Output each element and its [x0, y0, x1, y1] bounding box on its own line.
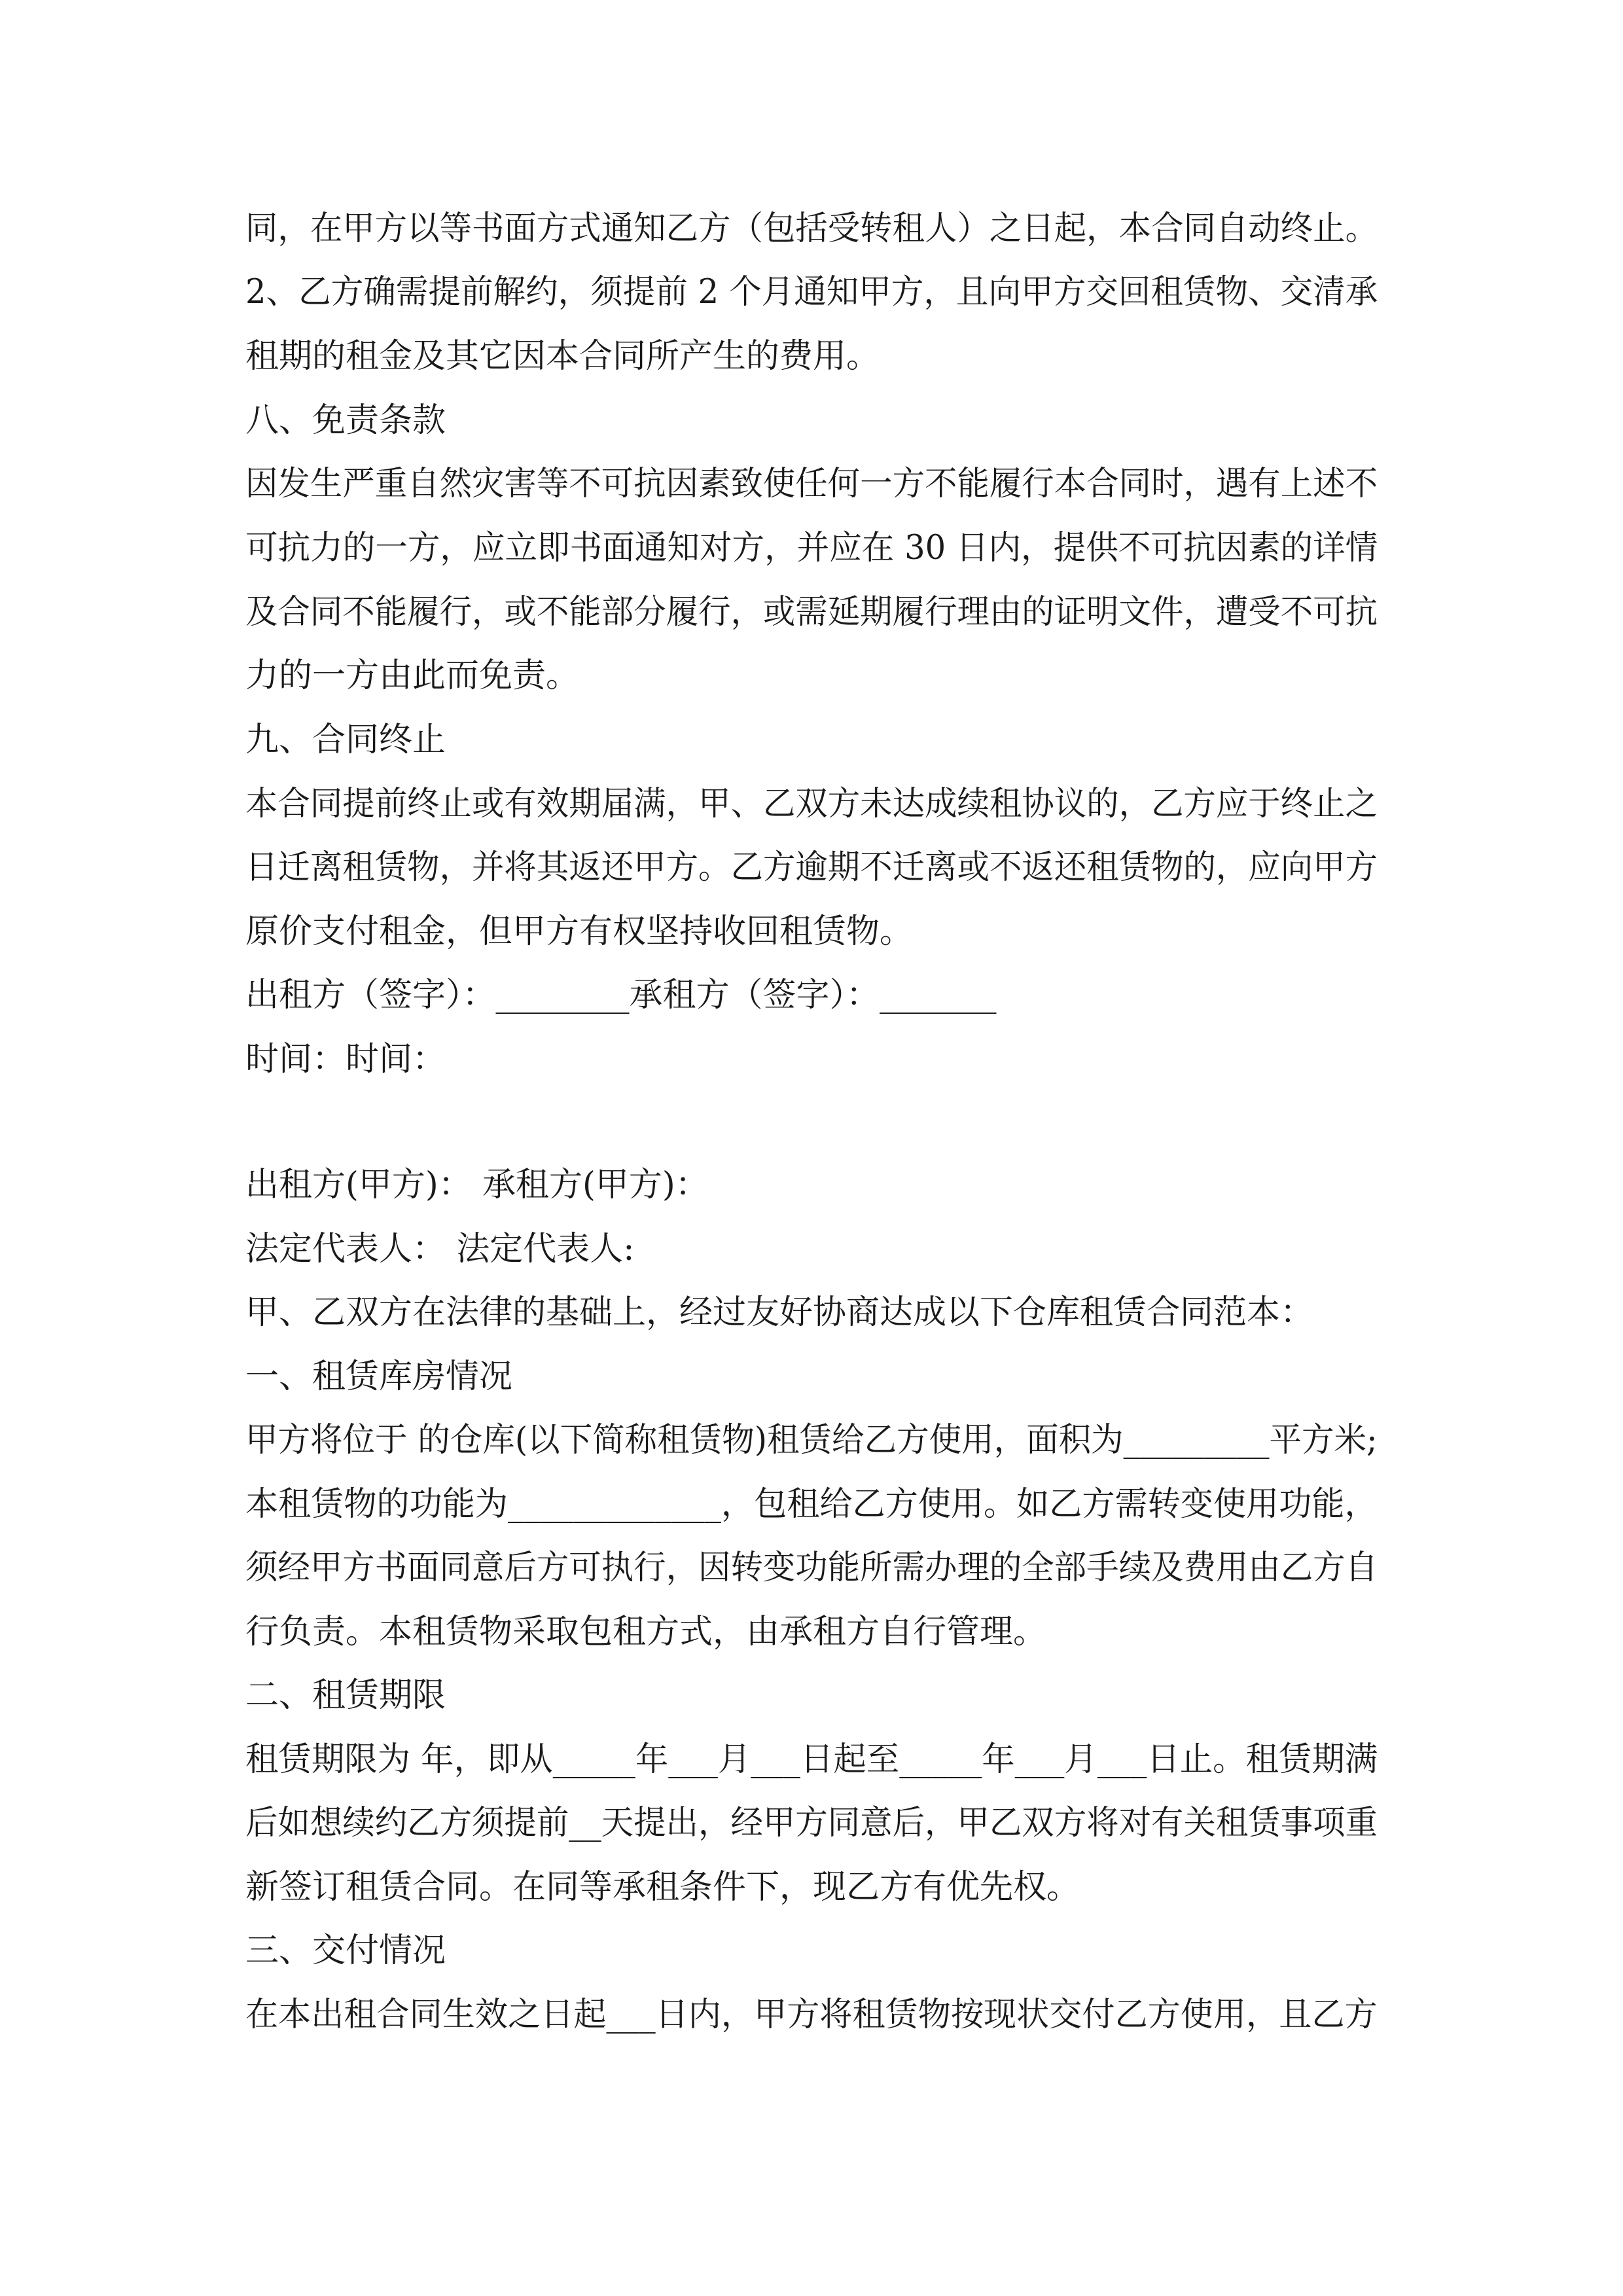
text-line: 行负责。本租赁物采取包租方式，由承租方自行管理。: [245, 1613, 1047, 1651]
text-line: 新签订租赁合同。在同等承租条件下，现乙方有优先权。: [245, 1868, 1080, 1907]
text-line: 租赁期限为 年，即从_____年___月___日起至_____年___月___日止。租赁期满: [245, 1740, 1378, 1779]
section-heading: 三、交付情况: [245, 1931, 446, 1970]
representative-line: 法定代表人： 法定代表人:: [245, 1230, 635, 1268]
text-line: 力的一方由此而免责。: [245, 656, 580, 695]
text-line: 因发生严重自然灾害等不可抗因素致使任何一方不能履行本合同时，遇有上述不: [245, 465, 1378, 503]
party-line: 出租方(甲方)： 承租方(甲方)：: [245, 1166, 709, 1204]
section-heading: 二、租赁期限: [245, 1676, 446, 1715]
text-line: 日迁离租赁物，并将其返还甲方。乙方逾期不迁离或不返还租赁物的，应向甲方: [245, 848, 1378, 887]
section-heading: 九、合同终止: [245, 721, 446, 759]
text-line: 甲、乙双方在法律的基础上，经过友好协商达成以下仓库租赁合同范本：: [245, 1293, 1314, 1332]
text-line: 甲方将位于 的仓库(以下简称租赁物)租赁给乙方使用，面积为_________平方米;: [245, 1421, 1378, 1460]
text-line: 在本出租合同生效之日起___日内，甲方将租赁物按现状交付乙方使用，且乙方: [245, 1996, 1378, 2034]
section-heading: 一、租赁库房情况: [245, 1357, 513, 1396]
text-line: 本租赁物的功能为_____________，包租给乙方使用。如乙方需转变使用功能，: [245, 1485, 1378, 1524]
text-line: 原价支付租金，但甲方有权坚持收回租赁物。: [245, 912, 914, 951]
text-line: 后如想续约乙方须提前__天提出，经甲方同意后，甲乙双方将对有关租赁事项重: [245, 1804, 1378, 1842]
text-line: 须经甲方书面同意后方可执行，因转变功能所需办理的全部手续及费用由乙方自: [245, 1549, 1378, 1587]
text-line: 租期的租金及其它因本合同所产生的费用。: [245, 337, 880, 376]
signature-line: 出租方（签字）：________承租方（签字）：_______: [245, 976, 997, 1014]
text-line: 本合同提前终止或有效期届满，甲、乙双方未达成续租协议的，乙方应于终止之: [245, 785, 1378, 823]
text-line: 同，在甲方以等书面方式通知乙方（包括受转租人）之日起，本合同自动终止。: [245, 209, 1378, 248]
text-line: 及合同不能履行，或不能部分履行，或需延期履行理由的证明文件，遭受不可抗: [245, 593, 1378, 632]
text-line: 2、乙方确需提前解约，须提前 2 个月通知甲方，且向甲方交回租赁物、交清承: [245, 273, 1378, 312]
time-line: 时间：时间：: [245, 1040, 446, 1079]
text-line: 可抗力的一方，应立即书面通知对方，并应在 30 日内，提供不可抗因素的详情: [245, 529, 1378, 567]
section-heading: 八、免责条款: [245, 401, 446, 440]
